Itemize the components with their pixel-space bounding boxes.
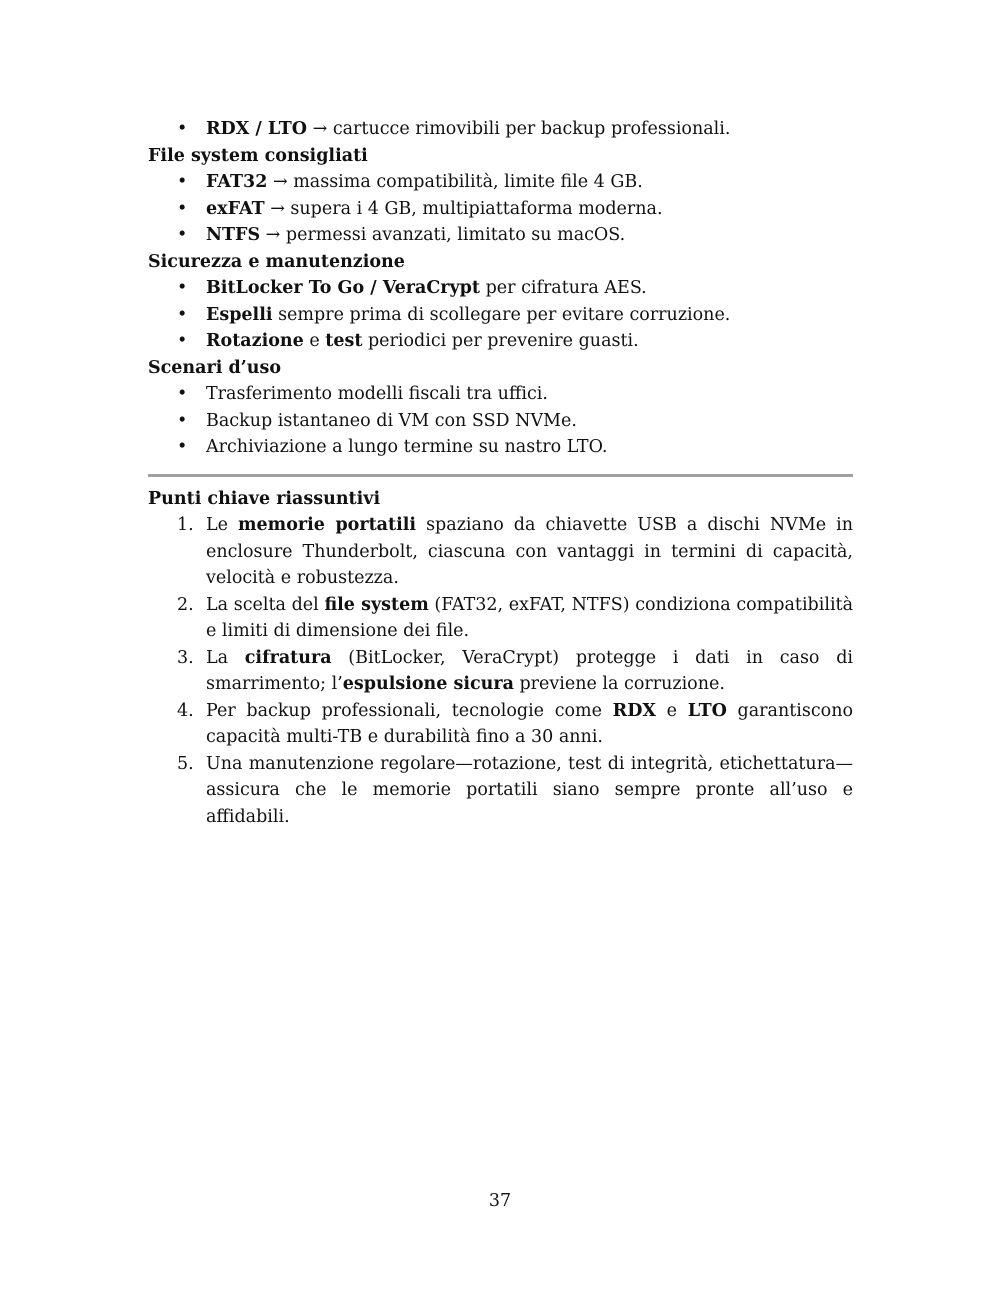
list-item <box>148 512 853 592</box>
list-item <box>148 302 853 329</box>
section <box>148 116 853 143</box>
section <box>148 249 853 355</box>
text-run: spaziano da chiavette USB a dischi NVMe in enclosure Thunderbolt, ciascuna con vantaggi in termini di capacità, velocità e robustezza. <box>206 515 854 588</box>
bullet-list <box>148 116 853 143</box>
list-item <box>148 645 853 698</box>
list-item <box>148 698 853 751</box>
summary-section <box>148 486 853 831</box>
text-run: e <box>655 700 688 721</box>
bold-text: RDX / LTO <box>206 119 308 139</box>
section-heading: Scenari d’uso <box>148 357 282 378</box>
bullet-icon: • <box>177 225 188 245</box>
sections <box>148 116 853 461</box>
bullet-icon: • <box>177 331 188 351</box>
list-item <box>148 169 853 196</box>
bullet-list <box>148 169 853 249</box>
list-item <box>148 408 853 435</box>
page-number: 37 <box>488 1191 512 1211</box>
bold-text: Espelli <box>206 304 273 325</box>
list-item <box>148 196 853 223</box>
text-run: sempre prima di scollegare per evitare corruzione. <box>272 304 731 325</box>
bold-text: LTO <box>687 700 727 721</box>
bold-text: test <box>325 331 363 351</box>
list-item <box>148 222 853 249</box>
text-run: La scelta del <box>206 594 325 615</box>
bold-text: NTFS <box>206 225 261 245</box>
bold-text: exFAT <box>206 198 265 219</box>
bullet-list <box>148 275 853 355</box>
bold-text: Rotazione <box>206 331 304 351</box>
bold-text: BitLocker To Go / VeraCrypt <box>206 278 481 298</box>
list-number: 3. <box>177 647 194 668</box>
text-run: → massima compatibilità, limite file 4 GB. <box>267 172 643 192</box>
text-run: La <box>206 647 245 668</box>
text-run: (BitLocker, VeraCrypt) protegge i dati in caso di smarrimento; l’ <box>206 647 853 694</box>
summary-list <box>148 512 853 830</box>
bold-text: cifratura <box>244 647 332 668</box>
bold-text: FAT32 <box>206 172 268 192</box>
list-number: 5. <box>177 753 194 774</box>
text-run: Per backup professionali, tecnologie come <box>206 700 613 721</box>
bullet-icon: • <box>177 304 188 325</box>
bullet-icon: • <box>177 119 188 139</box>
text-run: e <box>303 331 326 351</box>
bullet-icon: • <box>177 384 188 404</box>
page-body <box>148 116 853 830</box>
list-item <box>148 275 853 302</box>
text-run: Archiviazione a lungo termine su nastro LTO. <box>206 437 608 457</box>
text-run: Una manutenzione regolare—rotazione, test di integrità, etichettatura—assicura che le memorie portatili siano sempre pronte all’uso e affidabili. <box>206 753 853 827</box>
bullet-list <box>148 381 853 461</box>
list-number: 4. <box>177 700 194 721</box>
bullet-icon: • <box>177 278 188 298</box>
list-item <box>148 592 853 645</box>
list-number: 1. <box>177 515 194 535</box>
bullet-icon: • <box>177 172 188 192</box>
text-run: per cifratura AES. <box>480 278 647 298</box>
bold-text: file system <box>324 594 429 615</box>
summary-heading: Punti chiave riassuntivi <box>148 488 381 509</box>
bullet-icon: • <box>177 410 188 431</box>
bold-text: memorie portatili <box>238 515 417 535</box>
bold-text: RDX <box>612 700 656 721</box>
bullet-icon: • <box>177 198 188 219</box>
list-item <box>148 434 853 461</box>
list-number: 2. <box>177 594 194 615</box>
section <box>148 355 853 461</box>
text-run: periodici per prevenire guasti. <box>362 331 639 351</box>
text-run: Backup istantaneo di VM con SSD NVMe. <box>206 410 577 431</box>
text-run: Trasferimento modelli fiscali tra uffici. <box>206 384 548 404</box>
bullet-icon: • <box>177 437 188 457</box>
text-run: → supera i 4 GB, multipiattaforma moderna. <box>264 198 663 219</box>
bold-text: espulsione sicura <box>342 674 514 694</box>
text-run: previene la corruzione. <box>513 674 725 694</box>
text-run: → permessi avanzati, limitato su macOS. <box>260 225 626 245</box>
list-item <box>148 751 853 831</box>
text-run: Le <box>206 515 239 535</box>
section <box>148 143 853 249</box>
text-run: (FAT32, exFAT, NTFS) condiziona compatibilità e limiti di dimensione dei file. <box>206 594 854 641</box>
section-heading: Sicurezza e manutenzione <box>148 251 405 272</box>
horizontal-divider <box>148 474 853 477</box>
text-run: → cartucce rimovibili per backup professionali. <box>307 119 731 139</box>
text-run: garantiscono capacità multi-TB e durabilità fino a 30 anni. <box>206 700 853 747</box>
list-item <box>148 381 853 408</box>
list-item <box>148 328 853 355</box>
list-item <box>148 116 853 143</box>
section-heading: File system consigliati <box>148 145 368 166</box>
